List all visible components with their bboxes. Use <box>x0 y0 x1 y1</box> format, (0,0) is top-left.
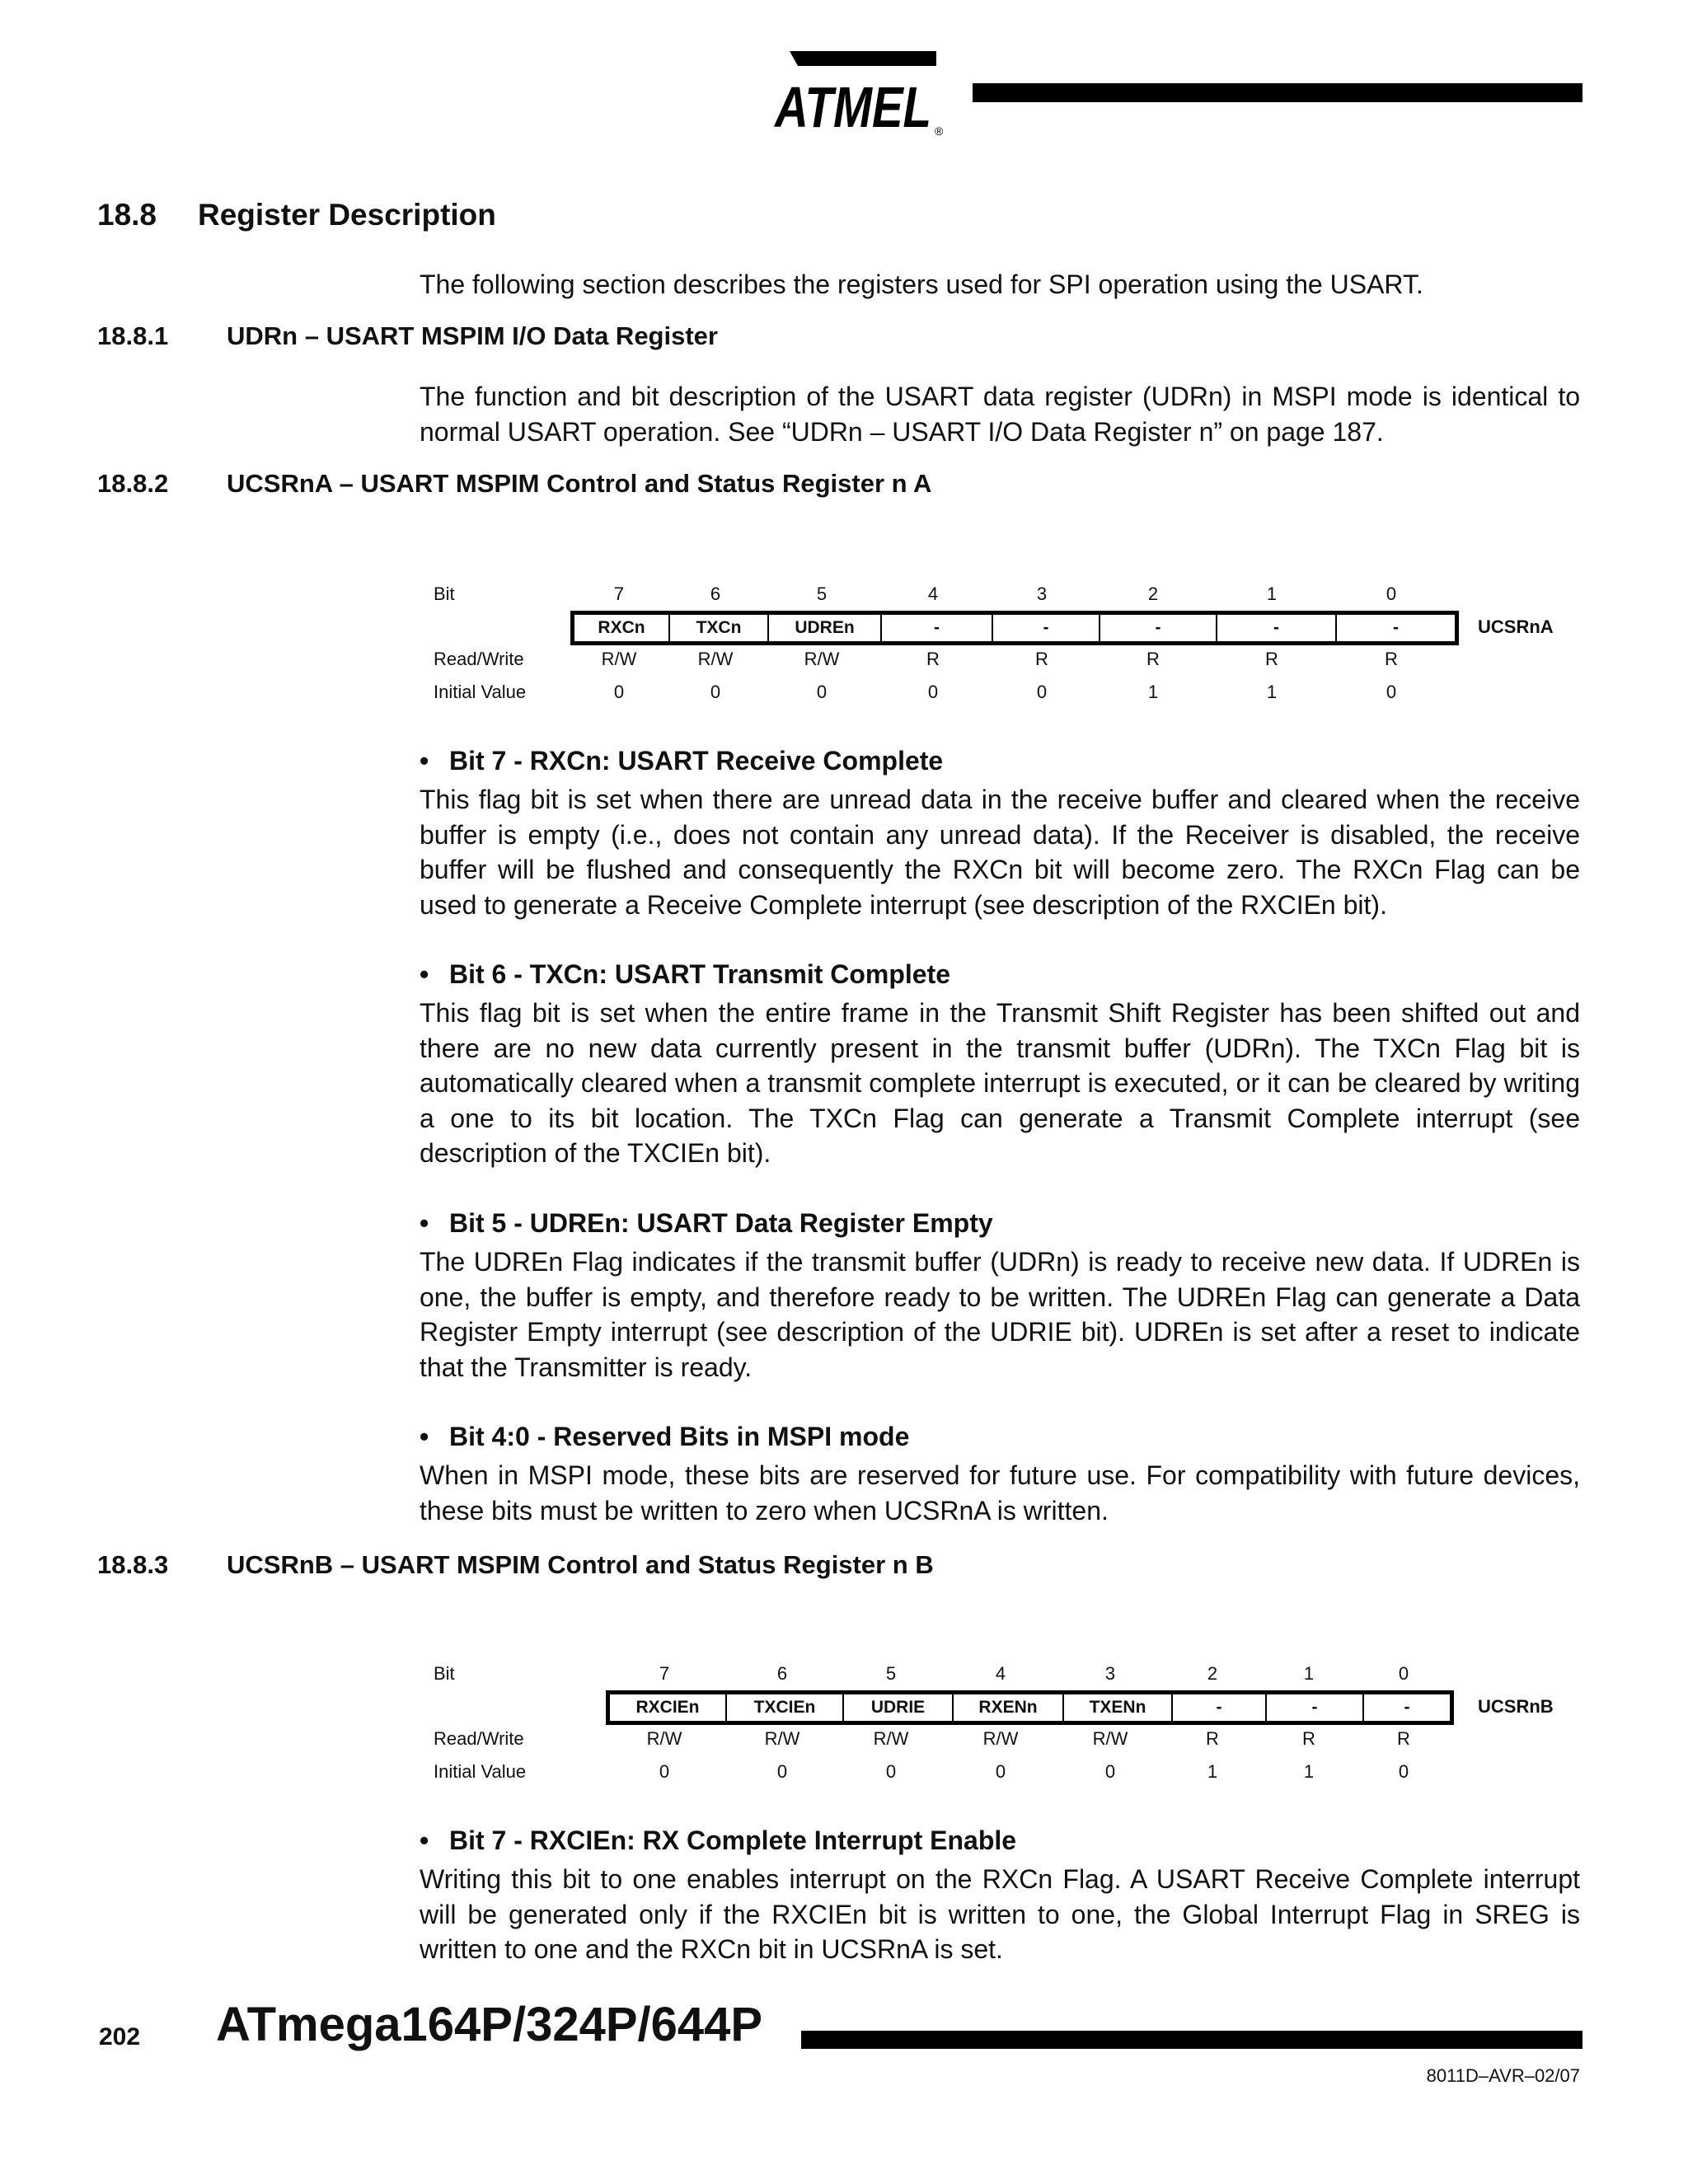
bit-name-cell: UDRIE <box>842 1694 952 1721</box>
rw-value: R <box>1385 649 1398 669</box>
rw-value: R <box>1035 649 1048 669</box>
bit-label: Bit <box>434 583 455 604</box>
bit-name-cell: TXENn <box>1062 1694 1171 1721</box>
register-bits-box <box>570 611 1459 645</box>
initial-value: 1 <box>1147 682 1159 702</box>
bit-number: 4 <box>927 583 939 604</box>
bit-number: 5 <box>816 583 828 604</box>
bit-number: 3 <box>1104 1663 1116 1684</box>
initial-value: 0 <box>885 1761 897 1782</box>
rw-value: R <box>1206 1728 1219 1749</box>
udrn-description: The function and bit description of the USART data register (UDRn) in MSPI mode is identical to normal USART operation. See “UDRn – USART I/O Data Register n” on page 187. <box>420 382 1580 447</box>
rw-value: R/W <box>646 1728 682 1749</box>
bit-heading-rxcn: • Bit 7 - RXCn: USART Receive Complete <box>420 746 944 776</box>
bit-number: 0 <box>1398 1663 1409 1684</box>
bit-number: 6 <box>776 1663 788 1684</box>
initial-value-label: Initial Value <box>434 682 527 702</box>
header-rule <box>973 83 1582 102</box>
bit-name-cell: - <box>880 615 992 641</box>
bit-number: 5 <box>885 1663 897 1684</box>
rw-value: R <box>926 649 940 669</box>
bit-number: 1 <box>1303 1663 1315 1684</box>
bit-number: 0 <box>1386 583 1397 604</box>
initial-value: 0 <box>776 1761 788 1782</box>
read-write-label: Read/Write <box>434 649 524 669</box>
subsection-heading-ucsrnb: 18.8.3 UCSRnB – USART MSPIM Control and Status Register n B <box>97 1550 934 1579</box>
bit-name-cell: - <box>992 615 1099 641</box>
initial-value: 0 <box>613 682 625 702</box>
bit-description-udren: The UDREn Flag indicates if the transmit buffer (UDRn) is ready to receive new data. If UDREn is one, the buffer is empty, and therefore ready to be written. The UDREn Flag can generate a Data Register Empty interrupt (see description of the UDRIE bit). UDREn is set after a reset to indicate that the Transmitter is ready. <box>420 1247 1580 1382</box>
initial-value: 0 <box>816 682 828 702</box>
initial-value: 0 <box>659 1761 670 1782</box>
bit-heading-txcn: • Bit 6 - TXCn: USART Transmit Complete <box>420 959 951 989</box>
bit-heading-udren: • Bit 5 - UDREn: USART Data Register Empty <box>420 1208 993 1238</box>
svg-text:®: ® <box>935 124 943 137</box>
footer-rule <box>801 2031 1582 2049</box>
initial-value: 0 <box>710 682 721 702</box>
rw-value: R/W <box>873 1728 909 1749</box>
initial-value: 0 <box>995 1761 1006 1782</box>
bit-number: 6 <box>710 583 721 604</box>
initial-value: 0 <box>1386 682 1397 702</box>
bit-name-cell: UDREn <box>767 615 880 641</box>
initial-value-label: Initial Value <box>434 1761 527 1782</box>
bit-description-rxcien: Writing this bit to one enables interrupt on the RXCn Flag. A USART Receive Complete interrupt will be generated only if the RXCIEn bit is written to one, the Global Interrupt Flag in SREG is written to one and the RXCn bit in UCSRnA is set. <box>420 1864 1580 1964</box>
bit-name-cell: - <box>1099 615 1216 641</box>
rw-value: R <box>1265 649 1278 669</box>
svg-text:ATMEL: ATMEL <box>773 75 931 137</box>
bit-number: 2 <box>1207 1663 1218 1684</box>
read-write-label: Read/Write <box>434 1728 524 1749</box>
bit-number: 3 <box>1036 583 1048 604</box>
rw-value: R/W <box>982 1728 1019 1749</box>
register-name: UCSRnB <box>1478 1696 1554 1717</box>
bit-number: 1 <box>1266 583 1278 604</box>
bit-name-cell: - <box>1216 615 1335 641</box>
bit-number: 2 <box>1147 583 1159 604</box>
atmel-logo <box>773 51 943 137</box>
initial-value: 0 <box>1398 1761 1409 1782</box>
document-id: 8011D–AVR–02/07 <box>1426 2065 1580 2086</box>
subsection-heading-udrn: 18.8.1 UDRn – USART MSPIM I/O Data Register <box>97 321 718 350</box>
bit-name-cell: TXCIEn <box>725 1694 842 1721</box>
bit-number: 7 <box>659 1663 670 1684</box>
rw-value: R/W <box>697 649 734 669</box>
bit-label: Bit <box>434 1663 455 1684</box>
page-number: 202 <box>99 2023 141 2050</box>
section-heading: 18.8 Register Description <box>97 198 496 232</box>
bit-name-cell: - <box>1171 1694 1265 1721</box>
subsection-heading-ucsrna: 18.8.2 UCSRnA – USART MSPIM Control and Status Register n A <box>97 469 932 498</box>
rw-value: R/W <box>764 1728 800 1749</box>
bit-description-reserved: When in MSPI mode, these bits are reserved for future use. For compatibility with future devices, these bits must be written to zero when UCSRnA is written. <box>420 1460 1580 1526</box>
bit-description-txcn: This flag bit is set when the entire frame in the Transmit Shift Register has been shifted out and there are no new data currently present in the transmit buffer (UDRn). The TXCn Flag bit is automatically cleared when a transmit complete interrupt is executed, or it can be cleared by writing a one to its bit location. The TXCn Flag can generate a Transmit Complete interrupt (see description of the TXCIEn bit). <box>420 998 1580 1168</box>
atmel-logo-mark <box>773 51 943 137</box>
footer-title: ATmega164P/324P/644P <box>216 1998 763 2051</box>
bit-name-cell: - <box>1335 615 1455 641</box>
bit-name-cell: TXCn <box>668 615 767 641</box>
initial-value: 1 <box>1207 1761 1218 1782</box>
register-name: UCSRnA <box>1478 616 1554 637</box>
initial-value: 0 <box>1104 1761 1116 1782</box>
initial-value: 0 <box>1036 682 1048 702</box>
initial-value: 1 <box>1303 1761 1315 1782</box>
rw-value: R <box>1302 1728 1315 1749</box>
bit-name-cell: RXENn <box>952 1694 1062 1721</box>
section-intro: The following section describes the registers used for SPI operation using the USART. <box>420 269 1423 299</box>
bit-number: 4 <box>995 1663 1006 1684</box>
rw-value: R <box>1397 1728 1410 1749</box>
bit-name-cell: - <box>1265 1694 1362 1721</box>
rw-value: R/W <box>804 649 840 669</box>
bit-name-cell: RXCn <box>598 618 645 637</box>
bit-name-cell: RXCIEn <box>635 1698 700 1717</box>
bit-heading-reserved: • Bit 4:0 - Reserved Bits in MSPI mode <box>420 1422 910 1451</box>
initial-value: 1 <box>1266 682 1278 702</box>
bit-heading-rxcien: • Bit 7 - RXCIEn: RX Complete Interrupt Enable <box>420 1825 1017 1855</box>
rw-value: R/W <box>601 649 637 669</box>
bit-description-rxcn: This flag bit is set when there are unread data in the receive buffer and cleared when the receive buffer is empty (i.e., does not contain any unread data). If the Receiver is disabled, the receive buffer will be flushed and consequently the RXCn bit will become zero. The RXCn Flag can be used to generate a Receive Complete interrupt (see description of the RXCIEn bit). <box>420 785 1580 920</box>
bit-name-cell: - <box>1362 1694 1450 1721</box>
initial-value: 0 <box>927 682 939 702</box>
bit-number: 7 <box>613 583 625 604</box>
rw-value: R <box>1146 649 1160 669</box>
rw-value: R/W <box>1092 1728 1128 1749</box>
register-bits-box <box>606 1690 1454 1725</box>
